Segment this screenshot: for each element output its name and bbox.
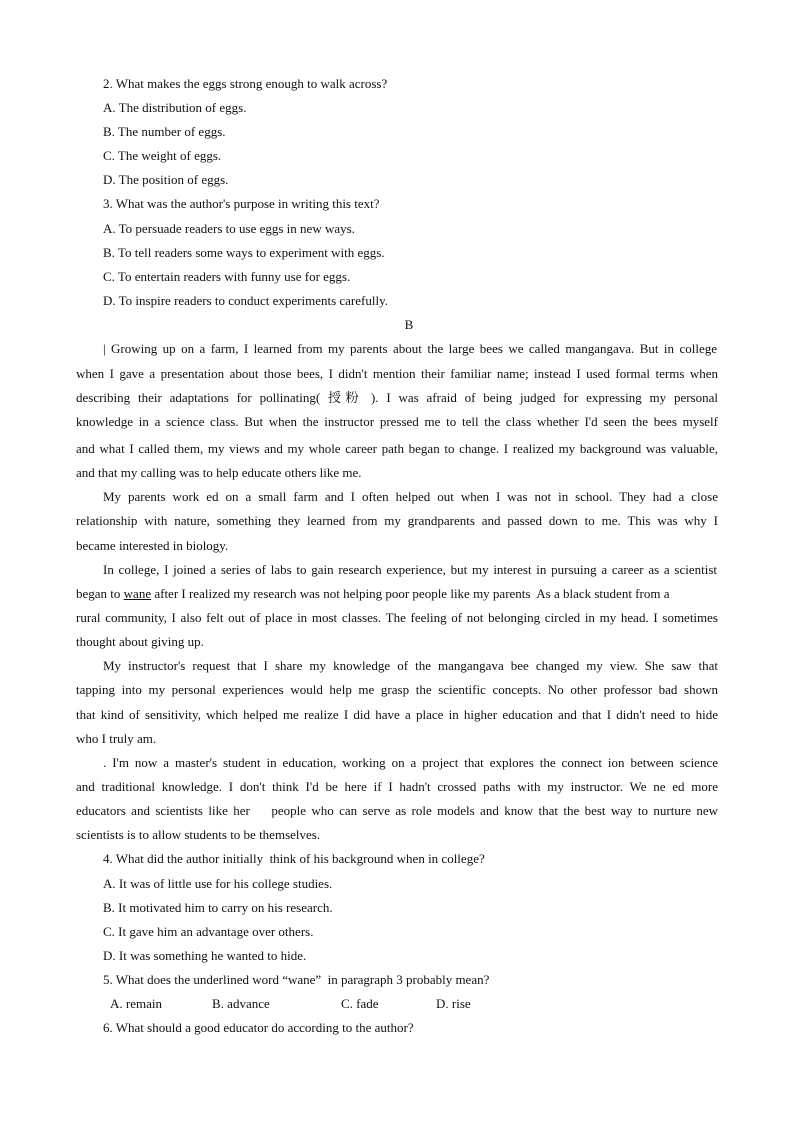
passage-p3-line: In college, I joined a series of labs to gain research experience, but my interest in pursuing a career as a scientist [103,562,717,577]
passage-p2-line: became interested in biology. [76,538,229,553]
question-3-stem: 3. What was the author's purpose in writing this text? [103,196,380,211]
question-3-option-d: D. To inspire readers to conduct experiments carefully. [103,293,388,308]
passage-p1-line: describing their adaptations for pollinating( 授粉 ). I was afraid of being judged for expressing my personal [76,390,718,405]
passage-p2-line: My parents work ed on a small farm and I often helped out when I was not in school. They had a close [103,489,718,504]
question-3-option-b: B. To tell readers some ways to experiment with eggs. [103,245,385,260]
question-5-option-d: D. rise [436,996,471,1011]
passage-text: after I realized my research was not helping poor people like my parents As a black student from a [151,586,670,601]
question-4-option-d: D. It was something he wanted to hide. [103,948,307,963]
question-6-stem: 6. What should a good educator do according to the author? [103,1020,414,1035]
question-2-stem: 2. What makes the eggs strong enough to walk across? [103,76,388,91]
passage-p3-line: thought about giving up. [76,634,204,649]
passage-p4-line: tapping into my personal experiences would help me grasp the scientific concepts. No other professor bad shown [76,682,718,697]
passage-p4-line: My instructor's request that I share my knowledge of the mangangava bee changed my view. She saw that [103,658,718,673]
passage-p5-line: scientists is to allow students to be themselves. [76,827,321,842]
question-5-option-b: B. advance [212,996,270,1011]
question-4-stem: 4. What did the author initially think of his background when in college? [103,851,485,866]
passage-p1-line: | Growing up on a farm, I learned from my parents about the large bees we called mangangava. But in college [103,341,717,356]
section-label: B [404,317,414,332]
passage-p2-line: relationship with nature, something they learned from my grandparents and passed down to me. This was why I [76,513,718,528]
question-2-option-c: C. The weight of eggs. [103,148,222,163]
passage-p3-line-with-underline [76,586,718,602]
question-2-option-d: D. The position of eggs. [103,172,229,187]
passage-text: began to [76,586,124,601]
passage-p5-line: and traditional knowledge. I don't think I'd be here if I hadn't crossed paths with my instructor. We ne ed more [76,779,718,794]
underlined-word: wane [123,586,152,601]
passage-p1-line: knowledge in a science class. But when the instructor pressed me to tell the class whether I'd seen the bees myself [76,414,718,429]
passage-p5-line: . I'm now a master's student in education, working on a project that explores the connect ion between science [103,755,718,770]
passage-p1-line: and that my calling was to help educate others like me. [76,465,362,480]
passage-p4-line: who I truly am. [76,731,157,746]
question-4-option-a: A. It was of little use for his college studies. [103,876,333,891]
question-2-option-b: B. The number of eggs. [103,124,226,139]
passage-p5-line: educators and scientists like her people who can serve as role models and know that the best way to nurture new [76,803,718,818]
question-4-option-b: B. It motivated him to carry on his research. [103,900,333,915]
question-4-option-c: C. It gave him an advantage over others. [103,924,314,939]
question-2-option-a: A. The distribution of eggs. [103,100,247,115]
question-5-options-row [110,996,710,1012]
question-3-option-a: A. To persuade readers to use eggs in new ways. [103,221,355,236]
passage-p1-line: and what I called them, my views and my whole career path began to change. I realized my background was valuable, [76,441,718,456]
passage-p1-line: when I gave a presentation about those bees, I didn't mention their familiar name; instead I used formal terms when [76,366,718,381]
passage-p3-line: rural community, I also felt out of place in most classes. The feeling of not belonging circled in my head. I sometimes [76,610,718,625]
question-5-option-a: A. remain [110,996,162,1011]
passage-p4-line: that kind of sensitivity, which helped me realize I did have a place in higher education and that I didn't need to hide [76,707,718,722]
question-3-option-c: C. To entertain readers with funny use for eggs. [103,269,351,284]
question-5-stem: 5. What does the underlined word “wane” in paragraph 3 probably mean? [103,972,490,987]
question-5-option-c: C. fade [341,996,379,1011]
